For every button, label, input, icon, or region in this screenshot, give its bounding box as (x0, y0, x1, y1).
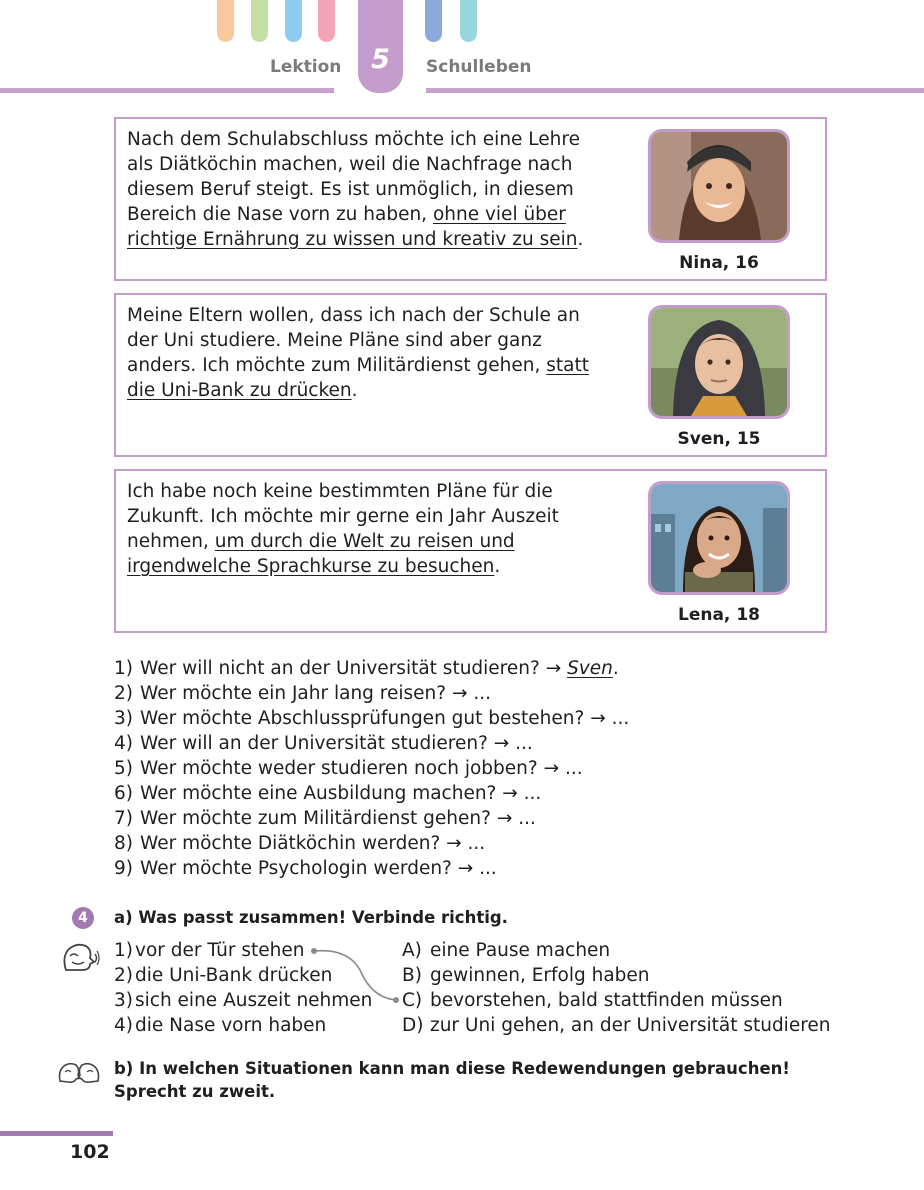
header-tab-pink (318, 0, 335, 42)
card-text-plain: Ich habe noch keine bestimmten Pläne für die Zukunft. Ich möchte mir gerne ein Jahr Auszeit nehmen, (127, 481, 559, 552)
match-left-number: 2) (114, 965, 133, 986)
match-right-letter: B) (402, 965, 422, 986)
question-number: 5) (114, 758, 133, 779)
card-text-plain: Nach dem Schulabschluss möchte ich eine Lehre als Diätköchin machen, weil die Nachfrage nach diesem Beruf steigt. Es ist unmöglich, in diesem Bereich die Nase vorn zu haben, (127, 129, 580, 225)
question-number: 6) (114, 783, 133, 804)
chapter-title: Schulleben (426, 57, 532, 77)
question-item (114, 781, 814, 806)
question-number: 2) (114, 683, 133, 704)
card-text-underlined: statt die Uni-Bank zu drücken (127, 355, 589, 401)
card-text-end: . (494, 556, 501, 577)
question-answer: Sven (567, 658, 613, 679)
photo-nina (648, 129, 790, 243)
card-text-end: . (577, 229, 584, 250)
card-text-underlined: um durch die Welt zu reisen und irgendwelche Sprachkurse zu besuchen (127, 531, 515, 577)
match-right-text: gewinnen, Erfolg haben (430, 965, 650, 986)
photo-lena (648, 481, 790, 595)
portrait-image (651, 308, 787, 416)
lesson-label: Lektion (270, 57, 342, 77)
question-number: 3) (114, 708, 133, 729)
card-text (127, 303, 607, 403)
card-text (127, 127, 607, 252)
header-tab-indigo (425, 0, 442, 42)
question-text: Wer möchte zum Militärdienst gehen? → ... (140, 808, 536, 829)
question-text: Wer möchte eine Ausbildung machen? → ... (140, 783, 542, 804)
match-right-column (402, 938, 831, 1038)
question-text: Wer möchte Diätköchin werden? → ... (140, 833, 486, 854)
match-left-text: vor der Tür stehen (135, 940, 305, 961)
question-text: Wer will nicht an der Universität studieren? → (140, 658, 568, 679)
question-number: 8) (114, 833, 133, 854)
match-right-letter: D) (402, 1015, 424, 1036)
question-end: . (612, 658, 619, 679)
question-number: 1) (114, 658, 133, 679)
card-text-end: . (351, 380, 358, 401)
header-tab-blue (285, 0, 302, 42)
question-number: 7) (114, 808, 133, 829)
header-tab-teal (460, 0, 477, 42)
question-number: 4) (114, 733, 133, 754)
question-item (114, 831, 814, 856)
page-number: 102 (70, 1141, 110, 1163)
text-card-lena (114, 469, 827, 633)
match-right-item (402, 1013, 831, 1038)
header-tab-orange (217, 0, 234, 42)
match-left-number: 4) (114, 1015, 133, 1036)
lesson-number: 5 (371, 44, 390, 75)
card-text-underlined: ohne viel über richtige Ernährung zu wissen und kreativ zu sein (127, 204, 578, 250)
card-text (127, 479, 607, 579)
card-text-plain: Meine Eltern wollen, dass ich nach der Schule an der Uni studiere. Meine Pläne sind aber ganz anders. Ich möchte zum Militärdienst gehen, (127, 305, 580, 376)
question-text: Wer möchte Psychologin werden? → ... (140, 858, 497, 879)
caption-sven: Sven, 15 (677, 429, 761, 449)
exercise-number-badge: 4 (72, 907, 94, 929)
match-right-item (402, 938, 831, 963)
caption-lena: Lena, 18 (678, 605, 760, 625)
question-list (114, 656, 814, 881)
question-item (114, 806, 814, 831)
match-left-text: die Nase vorn haben (135, 1015, 327, 1036)
header-line-right (426, 88, 924, 93)
question-item (114, 756, 814, 781)
question-text: Wer will an der Universität studieren? → ... (140, 733, 533, 754)
question-item (114, 731, 814, 756)
photo-sven (648, 305, 790, 419)
header-tab-green (251, 0, 268, 42)
text-card-nina (114, 117, 827, 281)
match-left-text: sich eine Auszeit nehmen (135, 990, 373, 1011)
speaking-icon (60, 940, 100, 974)
match-left-number: 1) (114, 940, 133, 961)
match-right-text: zur Uni gehen, an der Universität studieren (430, 1015, 831, 1036)
match-left-number: 3) (114, 990, 133, 1011)
question-number: 9) (114, 858, 133, 879)
match-right-item (402, 988, 831, 1013)
pair-work-icon (56, 1059, 102, 1085)
caption-nina: Nina, 16 (679, 253, 759, 273)
question-text: Wer möchte Abschlussprüfungen gut bestehen? → ... (140, 708, 630, 729)
question-text: Wer möchte weder studieren noch jobben? → ... (140, 758, 583, 779)
header-line-left (0, 88, 334, 93)
exercise-task-a: a) Was passt zusammen! Verbinde richtig. (114, 908, 508, 927)
portrait-image (651, 484, 787, 592)
question-text: Wer möchte ein Jahr lang reisen? → ... (140, 683, 491, 704)
match-right-text: eine Pause machen (430, 940, 611, 961)
match-right-letter: C) (402, 990, 423, 1011)
exercise-task-b: b) In welchen Situationen kann man diese Redewendungen gebrauchen! Sprecht zu zweit. (114, 1059, 790, 1101)
match-right-letter: A) (402, 940, 422, 961)
lesson-tab (358, 0, 403, 93)
match-left-text: die Uni-Bank drücken (135, 965, 333, 986)
question-item (114, 706, 814, 731)
match-connector-line (300, 940, 410, 1010)
question-item (114, 681, 814, 706)
match-right-text: bevorstehen, bald stattfinden müssen (430, 990, 783, 1011)
footer-line (0, 1131, 113, 1136)
portrait-image (651, 132, 787, 240)
question-item (114, 656, 814, 681)
match-right-item (402, 963, 831, 988)
question-item (114, 856, 814, 881)
match-left-item (114, 1013, 372, 1038)
text-card-sven (114, 293, 827, 457)
